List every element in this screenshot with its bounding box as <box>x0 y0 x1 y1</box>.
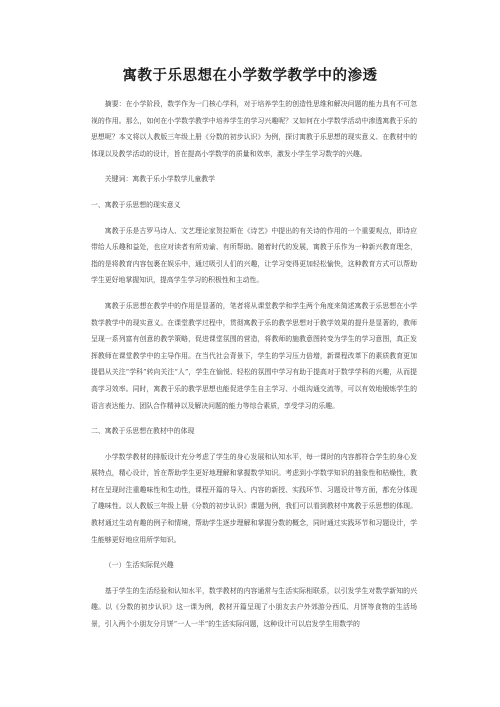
document-title: 寓教于乐思想在小学数学教学中的渗透 <box>122 68 378 84</box>
document-body <box>91 96 417 633</box>
section-2-heading: 二、寓教于乐思想在教材中的体现 <box>91 427 195 436</box>
section-1-paragraph-1: 寓教于乐是古罗马诗人、文艺理论家贺拉斯在《诗艺》中提出的有关诗的作用的一个重要观点，即诗应带给人乐趣和益处，也应对读者有所劝谕、有所帮助。随着时代的发展，寓教于乐作为一种新兴教育理念，指的是将教育内容包裹在娱乐中，通过吸引人们的兴趣，让学习变得更加轻松愉快，这种教育方式可以帮助学生更好地掌握知识，提高学生学习的积极性和主动性。 <box>91 226 417 285</box>
abstract: 摘要：在小学阶段，数学作为一门核心学科，对于培养学生的创造性思维和解决问题的能力具有不可忽视的作用。那么，如何在小学数学教学中培养学生的学习兴趣呢？又如何在小学数学活动中渗透寓教于乐的思想呢？本文将以人教版三年级上册《分数的初步认识》为例，探讨寓教于乐思想的现实意义、在教材中的体现以及教学活动的设计，旨在提高小学数学的质量和效率，激发小学生学习数学的兴趣。 <box>91 100 417 158</box>
section-1-paragraph-2: 寓教于乐思想在教学中的作用是显著的，笔者将从课堂教学和学生两个角度来简述寓教于乐思想在小学数学教学中的现实意义。在课堂教学过程中，贯彻寓教于乐的教学思想对于教学效果的提升是显著的，教师呈现一系列富有创意的教学策略，促进课堂氛围的营造，将教师的施教意图转变为学生的学习意图，真正发挥教师在课堂教学中的主导作用。在当代社会背景下，学生的学习压力倍增，新课程改革下的素质教育更加提倡从关注“学科”转向关注“人”，学生在愉悦、轻松的氛围中学习有助于提高对于数学学科的兴趣，从而提高学习效率。同时，寓教于乐的教学思想也能促进学生自主学习、小组沟通交流等，可以有效地锻炼学生的语言表达能力、团队合作精神以及解决问题的能力等综合素质，享受学习的乐趣。 <box>91 301 417 410</box>
section-2-paragraph-1: 小学数学教材的排版设计充分考虑了学生的身心发展和认知水平，每一课时的内容都符合学生的身心发展特点，精心设计，旨在帮助学生更好地理解和掌握数学知识。考虑到小学数学知识的抽象性和枯燥性，教材在呈现时注重趣味性和生动性，课程开篇的导入、内容的新授、实践环节、习题设计等方面，都充分体现了趣味性。以人教版三年级上册《分数的初步认识》课题为例，我们可以看到教材中寓教于乐思想的体现。教材通过生动有趣的例子和情境，帮助学生逐步理解和掌握分数的概念，同时通过实践环节和习题设计，学生能够更好地应用所学知识。 <box>91 452 417 544</box>
subsection-1-heading: （一）生活实际促兴趣 <box>104 561 174 570</box>
subsection-1-paragraph-1: 基于学生的生活经验和认知水平，数学教材的内容通常与生活实际相联系，以引发学生对数学新知的兴趣。以《分数的初步认识》这一课为例，教材开篇呈现了小朋友去户外郊游分西瓜、月饼等食物的生活场景，引入两个小朋友分月饼“一人一半”的生活实际问题，这种设计可以启发学生用数学的 <box>91 586 417 629</box>
section-1-heading: 一、寓教于乐思想的现实意义 <box>91 200 181 209</box>
keywords: 关键词：寓教于乐小学数学儿童教学 <box>104 175 216 184</box>
